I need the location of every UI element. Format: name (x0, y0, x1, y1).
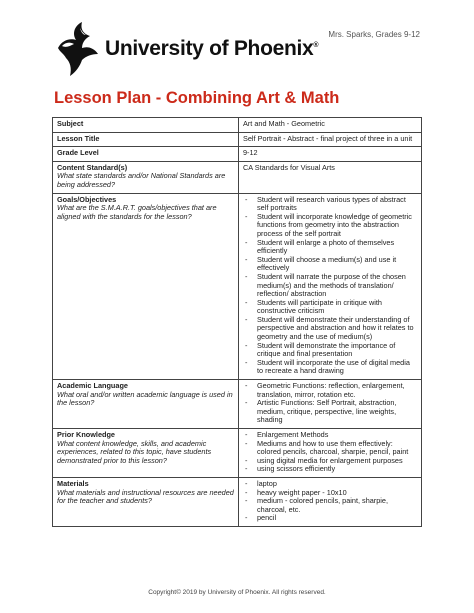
row-value-cell (239, 161, 422, 193)
row-value-cell (239, 147, 422, 162)
list-item: - laptop (243, 480, 417, 489)
row-label: Lesson Title (57, 133, 100, 143)
list-item: - Student will demonstrate their understanding of perspective and abstraction and how it relates to geometry and the use of medium(s) (243, 316, 417, 342)
row-value-cell (239, 380, 422, 429)
row-label-cell (53, 429, 239, 478)
row-value: 9-12 (243, 148, 258, 158)
row-question: What content knowledge, skills, and academic experiences, related to this topic, have students demonstrated prior to this lesson? (57, 438, 212, 465)
teacher-note: Mrs. Sparks, Grades 9-12 (328, 30, 420, 39)
row-question: What state standards and/or National Standards are being addressed? (57, 171, 226, 189)
row-value-cell (239, 429, 422, 478)
list-item: - Student will demonstrate the importance of critique and final presentation (243, 342, 417, 359)
row-label-cell (53, 380, 239, 429)
list-item: - Mediums and how to use them effectively: colored pencils, charcoal, sharpie, pencil, paint (243, 440, 417, 457)
list-item: - Student will narrate the purpose of the chosen medium(s) and the methods of translation/ reflection/ abstraction (243, 273, 417, 299)
phoenix-icon (52, 18, 102, 78)
list-item: - using scissors efficiently (243, 465, 417, 474)
list-item: - Geometric Functions: reflection, enlargement, translation, mirror, rotation etc. (243, 382, 417, 399)
bullet-list (243, 382, 417, 425)
row-question: What materials and instructional resources are needed for the teacher and students? (57, 487, 234, 506)
lesson-plan-table (52, 117, 422, 527)
row-label: Academic Language (57, 381, 128, 391)
list-item: - Enlargement Methods (243, 431, 417, 440)
list-item: - Artistic Functions: Self Portrait, abstraction, medium, critique, perspective, line weights, shading (243, 399, 417, 425)
row-value-cell (239, 118, 422, 133)
university-logo (52, 18, 319, 78)
copyright-footer: Copyright© 2019 by University of Phoenix. All rights reserved. (148, 589, 326, 596)
row-value: Self Portrait - Abstract - final project of three in a unit (243, 133, 413, 143)
row-label-cell (53, 193, 239, 379)
row-label-cell (53, 132, 239, 147)
table-row (53, 161, 422, 193)
list-item: - Student will choose a medium(s) and use it effectively (243, 256, 417, 273)
list-item: - medium - colored pencils, paint, sharpie, charcoal, etc. (243, 497, 417, 514)
logo-text: University of Phoenix® (105, 37, 319, 60)
page-title: Lesson Plan - Combining Art & Math (54, 89, 340, 107)
table-row (53, 380, 422, 429)
row-label: Grade Level (57, 148, 99, 158)
row-label: Prior Knowledge (57, 430, 115, 439)
row-label-cell (53, 147, 239, 162)
row-label-cell (53, 477, 239, 526)
list-item: - Student will incorporate the use of digital media to recreate a hand drawing (243, 359, 417, 376)
row-label-cell (53, 161, 239, 193)
bullet-list (243, 196, 417, 376)
bullet-list (243, 431, 417, 474)
list-item: - pencil (243, 514, 417, 523)
row-value-cell (239, 193, 422, 379)
table-row (53, 429, 422, 478)
row-label: Materials (57, 478, 89, 488)
list-item: - Students will participate in critique with constructive criticism (243, 299, 417, 316)
list-item: - using digital media for enlargement purposes (243, 457, 417, 466)
bullet-list (243, 480, 417, 523)
row-label: Goals/Objectives (57, 194, 117, 204)
table-row (53, 477, 422, 526)
list-item: - Student will incorporate knowledge of geometric functions from geometry into the abstraction process of the self portrait (243, 213, 417, 239)
row-value-cell (239, 132, 422, 147)
row-value: Art and Math - Geometric (243, 119, 325, 128)
table-row (53, 147, 422, 162)
row-value-cell (239, 477, 422, 526)
table-row (53, 132, 422, 147)
table-row (53, 193, 422, 379)
row-question: What are the S.M.A.R.T. goals/objectives that are aligned with the standards for the lesson? (57, 203, 217, 221)
list-item: - Student will enlarge a photo of themselves efficiently (243, 239, 417, 256)
row-label: Content Standard(s) (57, 162, 128, 172)
list-item: - Student will research various types of abstract self portraits (243, 196, 417, 213)
list-item: - heavy weight paper - 10x10 (243, 489, 417, 498)
row-value: CA Standards for Visual Arts (243, 162, 335, 172)
row-label: Subject (57, 119, 84, 128)
table-row (53, 118, 422, 133)
row-label-cell (53, 118, 239, 133)
row-question: What oral and/or written academic language is used in the lesson? (57, 389, 233, 408)
